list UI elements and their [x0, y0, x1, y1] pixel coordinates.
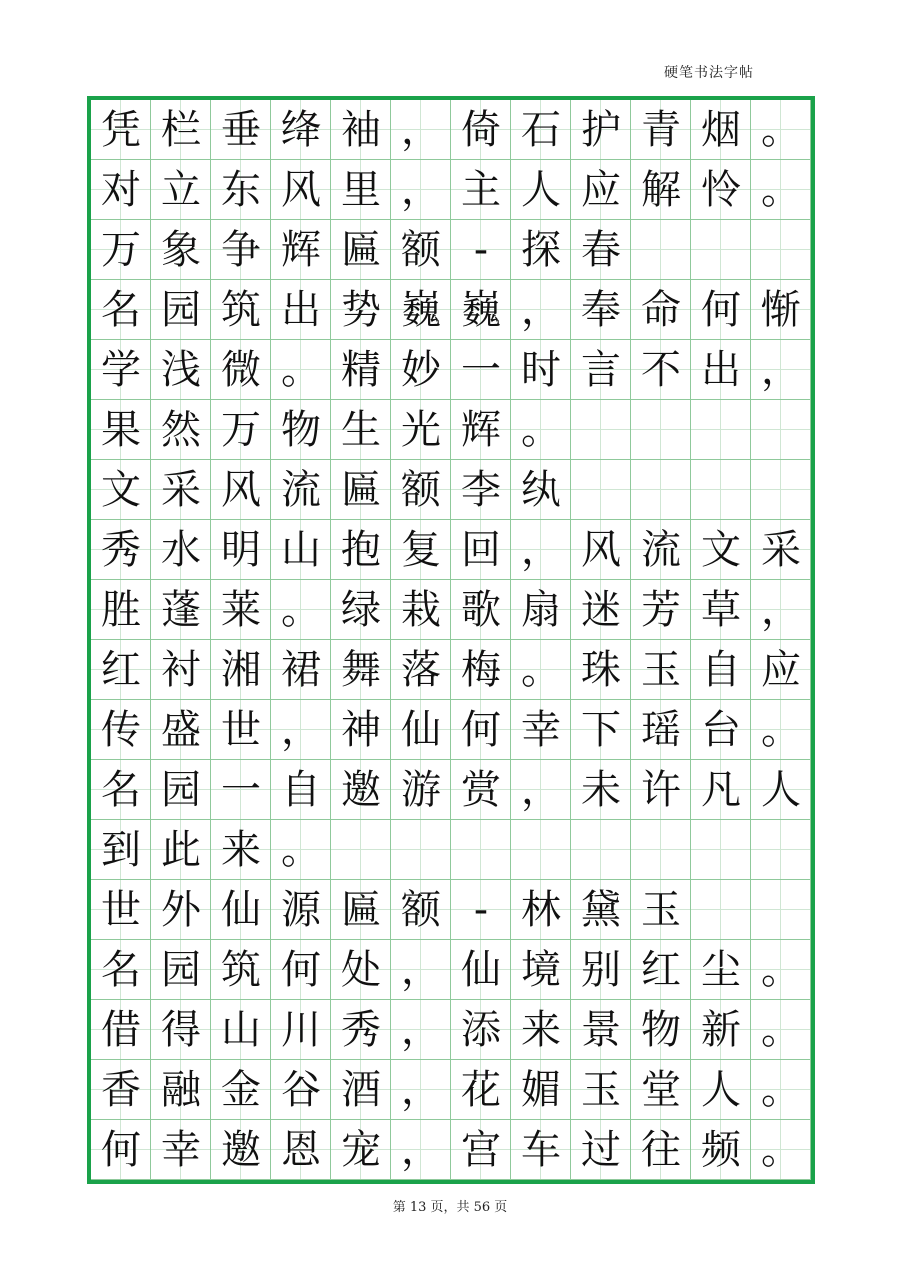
character-cell: ， [401, 947, 441, 993]
character-cell: 玉 [641, 647, 681, 693]
character-cell: 巍 [401, 287, 441, 333]
character-cell: 应 [761, 647, 801, 693]
character-cell: 采 [161, 467, 201, 513]
character-cell: 筑 [221, 287, 261, 333]
character-cell: 主 [461, 167, 501, 213]
character-cell: 名 [101, 947, 141, 993]
character-cell: 秀 [101, 527, 141, 573]
practice-grid [87, 96, 815, 1184]
character-cell: 命 [641, 287, 681, 333]
character-cell: 花 [461, 1067, 501, 1113]
character-cell: 赏 [461, 767, 501, 813]
character-cell: 盛 [161, 707, 201, 753]
text-row [91, 640, 811, 700]
character-cell: ， [401, 167, 441, 213]
character-cell: 栏 [161, 107, 201, 153]
character-cell: 仙 [401, 707, 441, 753]
character-cell: 一 [461, 347, 501, 393]
character-cell: ， [281, 707, 321, 753]
character-cell: 里 [341, 167, 381, 213]
character-cell: 匾 [341, 227, 381, 273]
text-row [91, 880, 811, 940]
character-cell: 象 [161, 227, 201, 273]
text-row [91, 220, 811, 280]
character-cell: 筑 [221, 947, 261, 993]
character-cell: 裙 [281, 647, 321, 693]
character-cell: 春 [581, 227, 621, 273]
character-cell: 金 [221, 1067, 261, 1113]
character-cell: 水 [161, 527, 201, 573]
character-cell: 下 [581, 707, 621, 753]
booklet-title: 硬笔书法字帖 [664, 65, 754, 81]
character-cell: 黛 [581, 887, 621, 933]
character-cell: 红 [641, 947, 681, 993]
character-cell: 护 [581, 107, 621, 153]
character-cell: 源 [281, 887, 321, 933]
character-cell: 风 [281, 167, 321, 213]
character-cell: 文 [701, 527, 741, 573]
character-cell: 落 [401, 647, 441, 693]
character-cell: 草 [701, 587, 741, 633]
text-row [91, 340, 811, 400]
character-cell: 明 [221, 527, 261, 573]
character-cell: 堂 [641, 1067, 681, 1113]
character-cell: 东 [221, 167, 261, 213]
character-cell: 添 [461, 1007, 501, 1053]
character-cell: 扇 [521, 587, 561, 633]
character-cell: ， [401, 1127, 441, 1173]
character-cell: ， [401, 1067, 441, 1113]
character-cell: 外 [161, 887, 201, 933]
character-cell: 人 [761, 767, 801, 813]
character-cell: 人 [701, 1067, 741, 1113]
character-cell: 不 [641, 347, 681, 393]
character-cell: 恩 [281, 1127, 321, 1173]
character-cell: 奉 [581, 287, 621, 333]
character-cell: 。 [761, 1127, 801, 1173]
character-cell: 歌 [461, 587, 501, 633]
character-cell: - [473, 227, 489, 273]
character-cell: 出 [281, 287, 321, 333]
character-cell: 时 [521, 347, 561, 393]
character-cell: 仙 [221, 887, 261, 933]
character-cell: 抱 [341, 527, 381, 573]
character-cell: 生 [341, 407, 381, 453]
character-cell: 胜 [101, 587, 141, 633]
character-cell: 融 [161, 1067, 201, 1113]
character-cell: 。 [761, 947, 801, 993]
text-row [91, 760, 811, 820]
character-cell: 山 [281, 527, 321, 573]
character-cell: 回 [461, 527, 501, 573]
text-row [91, 160, 811, 220]
character-cell: 流 [281, 467, 321, 513]
character-cell: 名 [101, 767, 141, 813]
character-cell: 台 [701, 707, 741, 753]
character-cell: ， [521, 767, 561, 813]
character-cell: 对 [101, 167, 141, 213]
character-cell: 辉 [281, 227, 321, 273]
character-cell: 谷 [281, 1067, 321, 1113]
character-cell: 邀 [341, 767, 381, 813]
text-row [91, 460, 811, 520]
character-cell: 采 [761, 527, 801, 573]
character-cell: 倚 [461, 107, 501, 153]
character-cell: 尘 [701, 947, 741, 993]
character-cell: 车 [521, 1127, 561, 1173]
character-cell: 传 [101, 707, 141, 753]
character-cell: 烟 [701, 107, 741, 153]
character-cell: 袖 [341, 107, 381, 153]
character-cell: 额 [401, 467, 441, 513]
character-cell: 学 [101, 347, 141, 393]
character-cell: 。 [281, 587, 321, 633]
text-row [91, 100, 811, 160]
character-cell: 川 [281, 1007, 321, 1053]
character-cell: 凭 [101, 107, 141, 153]
practice-rows [91, 100, 811, 1180]
character-cell: 山 [221, 1007, 261, 1053]
character-cell: 浅 [161, 347, 201, 393]
character-cell: 石 [521, 107, 561, 153]
character-cell: 绿 [341, 587, 381, 633]
character-cell: 巍 [461, 287, 501, 333]
character-cell: 出 [701, 347, 741, 393]
character-cell: 物 [281, 407, 321, 453]
character-cell: 匾 [341, 887, 381, 933]
character-cell: 邀 [221, 1127, 261, 1173]
character-cell: 何 [701, 287, 741, 333]
character-cell: 绛 [281, 107, 321, 153]
character-cell: 神 [341, 707, 381, 753]
character-cell: 争 [221, 227, 261, 273]
text-row [91, 1000, 811, 1060]
character-cell: 自 [281, 767, 321, 813]
character-cell: 红 [101, 647, 141, 693]
character-cell: 势 [341, 287, 381, 333]
character-cell: ， [401, 1007, 441, 1053]
character-cell: 栽 [401, 587, 441, 633]
character-cell: 往 [641, 1127, 681, 1173]
text-row [91, 1120, 811, 1180]
character-cell: 来 [221, 827, 261, 873]
character-cell: 青 [641, 107, 681, 153]
character-cell: 额 [401, 887, 441, 933]
character-cell: 精 [341, 347, 381, 393]
character-cell: 妙 [401, 347, 441, 393]
character-cell: 此 [161, 827, 201, 873]
character-cell: ， [761, 587, 801, 633]
character-cell: 莱 [221, 587, 261, 633]
character-cell: 风 [581, 527, 621, 573]
character-cell: 何 [281, 947, 321, 993]
text-row [91, 1060, 811, 1120]
character-cell: ， [521, 527, 561, 573]
character-cell: 探 [521, 227, 561, 273]
character-cell: 怜 [701, 167, 741, 213]
character-cell: 一 [221, 767, 261, 813]
character-cell: 。 [761, 1007, 801, 1053]
character-cell: 新 [701, 1007, 741, 1053]
character-cell: 凡 [701, 767, 741, 813]
character-cell: 宫 [461, 1127, 501, 1173]
character-cell: 文 [101, 467, 141, 513]
character-cell: - [473, 887, 489, 933]
character-cell: 景 [581, 1007, 621, 1053]
character-cell: 瑶 [641, 707, 681, 753]
character-cell: 仙 [461, 947, 501, 993]
character-cell: 言 [581, 347, 621, 393]
character-cell: 名 [101, 287, 141, 333]
character-cell: 梅 [461, 647, 501, 693]
text-row [91, 820, 811, 880]
character-cell: 万 [101, 227, 141, 273]
page-number: 第 13 页，共 56 页 [392, 1200, 508, 1215]
character-cell: 何 [101, 1127, 141, 1173]
character-cell: 。 [521, 647, 561, 693]
character-cell: ， [761, 347, 801, 393]
character-cell: 。 [761, 167, 801, 213]
character-cell: 湘 [221, 647, 261, 693]
character-cell: ， [521, 287, 561, 333]
character-cell: 蓬 [161, 587, 201, 633]
character-cell: 酒 [341, 1067, 381, 1113]
character-cell: 来 [521, 1007, 561, 1053]
character-cell: 玉 [641, 887, 681, 933]
character-cell: 。 [761, 107, 801, 153]
character-cell: 玉 [581, 1067, 621, 1113]
character-cell: 迷 [581, 587, 621, 633]
text-row [91, 400, 811, 460]
character-cell: 应 [581, 167, 621, 213]
character-cell: 光 [401, 407, 441, 453]
character-cell: 林 [521, 887, 561, 933]
character-cell: 微 [221, 347, 261, 393]
character-cell: 额 [401, 227, 441, 273]
character-cell: 。 [281, 827, 321, 873]
character-cell: 境 [521, 947, 561, 993]
character-cell: 芳 [641, 587, 681, 633]
character-cell: 过 [581, 1127, 621, 1173]
character-cell: 解 [641, 167, 681, 213]
character-cell: 何 [461, 707, 501, 753]
character-cell: 。 [521, 407, 561, 453]
character-cell: 。 [761, 1067, 801, 1113]
character-cell: 香 [101, 1067, 141, 1113]
character-cell: 人 [521, 167, 561, 213]
character-cell: 许 [641, 767, 681, 813]
character-cell: 万 [221, 407, 261, 453]
character-cell: 未 [581, 767, 621, 813]
character-cell: 李 [461, 467, 501, 513]
character-cell: 惭 [761, 287, 801, 333]
character-cell: 频 [701, 1127, 741, 1173]
character-cell: 物 [641, 1007, 681, 1053]
text-row [91, 940, 811, 1000]
character-cell: 世 [101, 887, 141, 933]
character-cell: 幸 [161, 1127, 201, 1173]
character-cell: 媚 [521, 1067, 561, 1113]
character-cell: 风 [221, 467, 261, 513]
character-cell: 园 [161, 947, 201, 993]
character-cell: 流 [641, 527, 681, 573]
character-cell: 别 [581, 947, 621, 993]
character-cell: 游 [401, 767, 441, 813]
character-cell: 世 [221, 707, 261, 753]
character-cell: 然 [161, 407, 201, 453]
text-row [91, 280, 811, 340]
character-cell: 衬 [161, 647, 201, 693]
character-cell: 宠 [341, 1127, 381, 1173]
character-cell: 纨 [521, 467, 561, 513]
character-cell: 立 [161, 167, 201, 213]
character-cell: 。 [761, 707, 801, 753]
character-cell: 到 [101, 827, 141, 873]
character-cell: ， [401, 107, 441, 153]
character-cell: 处 [341, 947, 381, 993]
character-cell: 舞 [341, 647, 381, 693]
character-cell: 幸 [521, 707, 561, 753]
character-cell: 匾 [341, 467, 381, 513]
character-cell: 园 [161, 767, 201, 813]
character-cell: 秀 [341, 1007, 381, 1053]
character-cell: 果 [101, 407, 141, 453]
character-cell: 。 [281, 347, 321, 393]
character-cell: 辉 [461, 407, 501, 453]
text-row [91, 520, 811, 580]
character-cell: 借 [101, 1007, 141, 1053]
character-cell: 得 [161, 1007, 201, 1053]
character-cell: 复 [401, 527, 441, 573]
text-row [91, 700, 811, 760]
character-cell: 垂 [221, 107, 261, 153]
character-cell: 园 [161, 287, 201, 333]
character-cell: 珠 [581, 647, 621, 693]
character-cell: 自 [701, 647, 741, 693]
text-row [91, 580, 811, 640]
